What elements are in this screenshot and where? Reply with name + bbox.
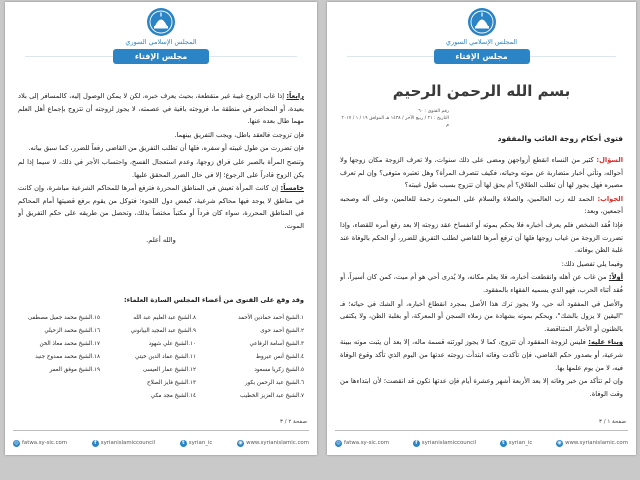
signatory: ٣.الشيخ أسامة الرفاعي <box>249 341 304 347</box>
closing-text: والله أعلم. <box>146 235 176 244</box>
answer-label: الجواب: <box>597 194 623 203</box>
footer-twitter-text: syrian_ic <box>508 440 533 446</box>
footer-facebook <box>92 440 155 447</box>
header-divider <box>526 56 616 57</box>
signatories-heading: وقد وقع على الفتوى من أعضاء المجلس السادة العلماء: <box>123 296 304 304</box>
council-name: المجلس الإسلامي السوري <box>445 38 518 46</box>
signatories-column <box>196 312 304 406</box>
paragraph <box>18 129 304 142</box>
facebook-icon: f <box>92 440 99 447</box>
paragraph <box>18 156 304 181</box>
twitter-icon: t <box>500 440 507 447</box>
header-divider <box>347 56 437 57</box>
council-emblem-icon <box>467 7 497 37</box>
footer-website-text: fatwa.sy-sic.com <box>344 440 390 446</box>
footer-facebook-text: syrianislamiccouncil <box>100 440 156 446</box>
globe-icon: ◎ <box>336 439 341 446</box>
page-number: صفحة ٢ / ٣ <box>280 419 307 425</box>
paragraph-text: فإن تضررت من طول غيبته أو سفره، فلها أن تطلب التفريق من القاضي رفعاً للضرر، كما سبق بيانه. <box>28 144 304 153</box>
paragraph-text: والأصل في المفقود أنه حي، ولا يجوز ترك هذا الأصل بمجرد انقطاع أخباره، أو الشك في حياته؛ فـ "اليقين لا يزول بالشك"، ويحكم بموته بشهادة من زملاء السجن أو المعركة، أو بغلبة الظن، ولا يكتفى بالظنون أو الأخبار المتناقضة. <box>340 299 623 333</box>
signatory: ١٩.الشيخ موفق العمر <box>49 367 100 373</box>
signatory: ١١.الشيخ عماد الدين خيتي <box>135 354 196 360</box>
fatwa-body <box>18 90 304 270</box>
paragraph-text: وإن لم تتأكد من خبر وفاته إلا بعد الأربعة أشهر وعشرة أيام فإن عدتها تكون قد انقضت؛ لأن ابتداءها من وقت الوفاة. <box>340 377 623 398</box>
basmala-calligraphy: بسم الله الرحمن الرحيم <box>392 82 571 100</box>
document-page-1 <box>327 2 636 455</box>
paragraph <box>18 90 304 128</box>
signatory: ٧.الشيخ عبد العزيز الخطيب <box>240 393 304 399</box>
section-label: أولاً: <box>608 273 623 282</box>
paragraph <box>340 336 623 374</box>
council-emblem-icon <box>146 7 176 37</box>
signatory: ٢.الشيخ أحمد حوى <box>260 328 304 334</box>
paragraph-text: الحمد لله رب العالمين، والصلاة والسلام على المبعوث رحمة للعالمين، وعلى آله وصحبه أجمعين، وبعد: <box>340 194 623 216</box>
footer-main-site-text: www.syrianislamic.com <box>565 440 628 446</box>
signatory: ٨.الشيخ عبد العليم عبد الله <box>133 315 196 321</box>
footer-contacts <box>335 437 628 449</box>
section-label: رابعاً: <box>286 92 304 100</box>
signatory: ١٦.الشيخ محمد الزحيلي <box>44 328 100 334</box>
footer-main-site <box>556 440 628 447</box>
question-label: السؤال: <box>596 156 623 164</box>
paragraph <box>18 182 304 232</box>
footer-website <box>335 440 389 447</box>
footer-main-site <box>237 440 309 447</box>
fatwa-meta <box>339 108 449 129</box>
signatories-column <box>18 312 100 406</box>
footer-twitter <box>180 440 213 447</box>
department-banner: مجلس الإفتاء <box>113 49 209 64</box>
paragraph-text: إن كانت المرأة تعيش في المناطق المحررة فترفع أمرها للمحاكم الشرعية مباشرة، وإن كانت في مناطق لا يوجد فيها محاكم شرعية، كبعض دول اللجوء: فتوكل من يقوم برفع قضيتها أمام المحاكم في المناطق المحررة، سواء كان فرداً أو مكتباً مختصاً بذلك، وتحصل من طريقه على حكم التفريق أو الموت. <box>18 184 304 230</box>
fatwa-number: رقم الفتوى : ٦٠ <box>418 109 449 114</box>
paragraph <box>340 375 623 400</box>
paragraph-text: فإن تزوجت فالعقد باطل، ويجب التفريق بينهما. <box>174 130 304 139</box>
header-divider <box>207 56 297 57</box>
paragraph-text: فإذا فُقد الشخص فلم يعرف أخباره فلا يحكم بموته أو انفساخ عقد زوجته إلا بعد رفع أمره للقضاء، وإذا تضررت الزوجة من غياب زوجها فلها أن ترفع أمرها للقاضي لطلب التفريق للضرر، أو الحكم بالوفاة عند غلبة الظن بوفاته. <box>340 220 623 255</box>
section-label: وبناء عليه: <box>588 338 623 347</box>
paragraph <box>340 258 623 271</box>
signatory: ١.الشيخ أحمد حمادين الأحمد <box>238 315 304 321</box>
paragraph <box>340 219 623 257</box>
globe-icon: ◎ <box>14 439 19 446</box>
signatory: ١٤.الشيخ مجد مكي <box>150 393 196 399</box>
signatory: ١٨.الشيخ محمد ممدوح جنيد <box>35 354 100 360</box>
paragraph <box>18 142 304 155</box>
web-icon: ◉ <box>557 439 562 446</box>
paragraph-text: فليس لزوجة المفقود أن تتزوج، كما لا يجوز لورثته قسمة ماله، إلا بعد أن يثبت موته ببينة شرعية، أو بصدور حكم القاضي، فإن تأكدت وفاته ابتدأت زوجته عدتها من اليوم الذي تأكد وقوع الوفاة فيه، لا من يوم علمها بها. <box>340 338 623 372</box>
paragraph-text: إذا غاب الزوج غيبة غير منقطعة، بحيث يعرف خبره، لكن لا يمكن الوصول إليه، كالمسافر إلى بلاد بعيدة، أو المحاصر في منطقة ما، فزوجته باقية في عصمته، لا يجوز لزوجته أن تتزوج بإجماع أهل العلم مهما طال بعده عنها. <box>18 92 304 126</box>
signatory: ١٣.الشيخ فايز الصلاح <box>147 380 196 386</box>
signatory: ٤.الشيخ أنس عيروط <box>255 354 304 360</box>
fatwa-date: التاريخ : ٢١ / ربيع الآخر / ١٤٣٨ هـ الموافق ١٩ / ١ / ٢٠١٧ م <box>341 116 449 128</box>
footer-twitter-text: syrian_ic <box>188 440 213 446</box>
page-number: صفحة ١ / ٣ <box>599 419 626 425</box>
signatory: ٥.الشيخ زكريا مسعود <box>254 367 304 373</box>
paragraph <box>340 271 623 296</box>
signatory: ١٢.الشيخ عمار العيسى <box>142 367 196 373</box>
signatories-column <box>100 312 196 406</box>
signatory: ٩.الشيخ عبد المجيد البيانوني <box>130 328 196 334</box>
footer-twitter <box>500 440 533 447</box>
department-banner: مجلس الإفتاء <box>434 49 530 64</box>
footer-facebook <box>413 440 476 447</box>
signatory: ١٥.الشيخ محمد جميل مصطفى <box>28 315 100 321</box>
facebook-icon: f <box>413 440 420 447</box>
signatory: ١٠.الشيخ علي شهود <box>148 341 196 347</box>
signatory: ٦.الشيخ عبد الرحمن بكور <box>244 380 304 386</box>
twitter-icon: t <box>180 440 187 447</box>
signatories-list <box>17 312 304 406</box>
header-divider <box>25 56 115 57</box>
document-page-2 <box>5 2 317 455</box>
paragraph-text: كثير من النساء انقطع أزواجهن ومضى على ذلك سنوات، ولا تعرف الزوجة مكان زوجها ولا أحواله، وتأتي أخبار متضاربة عن موته وحياته، فكيف تتصرف المرأة؟ وهل تعتبره متوفى؟ وإن لم تعرف مصيره فهل يجوز لها أن تطلب الطلاق؟ أم يحق لها أن تتزوج بسبب طول غيبته؟ <box>340 156 623 190</box>
paragraph-text: من غاب عن أهله وانقطعت أخباره، فلا يعلم مكانه، ولا يُدرى أحي هو أم ميت، كمن كان أسيراً، أو فُقد أثناء الحرب، فهو الذي يسميه الفقهاء بالمفقود. <box>340 273 623 294</box>
footer-website-text: fatwa.sy-sic.com <box>22 440 68 446</box>
fatwa-body <box>340 154 623 416</box>
paragraph <box>340 298 623 336</box>
paragraph <box>340 193 623 218</box>
signatory: ١٧.الشيخ محمد معاذ الخن <box>39 341 100 347</box>
paragraph-text: وفيما يلي تفصيل ذلك: <box>561 259 623 268</box>
web-icon: ◉ <box>238 439 243 446</box>
footer-contacts <box>13 437 309 449</box>
footer-website <box>13 440 67 447</box>
footer-divider <box>13 430 309 431</box>
fatwa-title: فتوى أحكام زوجة الغائب والمفقود <box>497 134 623 143</box>
council-name: المجلس الإسلامي السوري <box>125 38 197 46</box>
footer-facebook-text: syrianislamiccouncil <box>421 440 477 446</box>
paragraph-text: وتنصح المرأة بالصبر على فراق زوجها، وعدم استعجال الفسخ، واحتساب الأجر في ذلك، لا سيما إذا لم يكن الزوج قادراً على الرجوع؛ إلا في حال الضرر المحقق عليها. <box>18 157 304 179</box>
footer-divider <box>335 430 628 431</box>
section-label: خامساً: <box>280 184 304 193</box>
footer-main-site-text: www.syrianislamic.com <box>246 440 309 446</box>
paragraph <box>340 154 623 192</box>
